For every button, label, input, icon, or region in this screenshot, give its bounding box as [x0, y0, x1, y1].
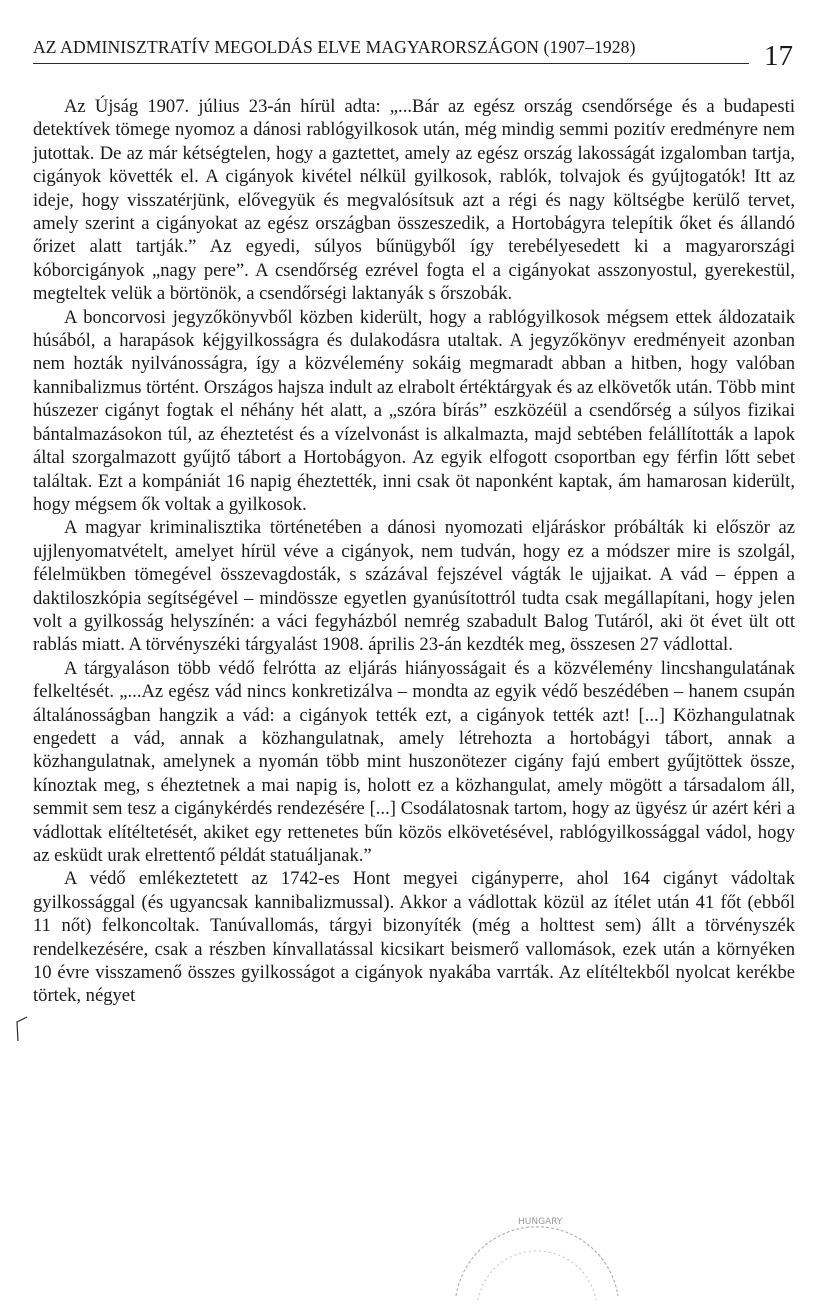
stamp-text: HUNGARY — [518, 1217, 563, 1227]
paragraph-5: A védő emlékeztetett az 1742-es Hont megyei cigányperre, ahol 164 cigányt vádoltak gyilkossággal (és ugyancsak kannibalizmussal). Akkor a vádlottak közül az ítélet után 41 főt (ebből 11 nőt) felkoncoltak. Tanúvallomás, tárgyi bizonyíték (még a holttest sem) állt a törvényszék rendelkezésére, csak a részben kínvallatással kicsikart beismerő vallomások, ezek után a környéken 10 évre visszamenő összes gyilkosságot a cigányok nyakába varrták. Az elítéltekből nyolcat kerékbe törtek, négyet — [33, 868, 795, 1007]
header-rule — [33, 63, 749, 64]
paragraph-3: A magyar kriminalisztika történetében a dánosi nyomozati eljáráskor próbálták ki először az ujjlenyomatvételt, amelyet hírül véve a cigányok, nem tudván, hogy ez a módszer mire is szolgál, félelmükben tömegével összevagdosták, s százával fejszével vágták le ujjaikat. A vád – éppen a daktiloszkópia segítségével – mindössze egyetlen gyanúsítottról tudta csak megállapítani, hogy jelen volt a gyilkosság helyszínén: a váci fegyházból nemrég szabadult Balog Tutáról, aki öt évet ült ott rablás miatt. A törvényszéki tárgyalást 1908. április 23-án kezdték meg, összesen 27 vádlottal. — [33, 517, 795, 656]
page-number: 17 — [764, 40, 793, 72]
margin-bracket-mark — [13, 1014, 29, 1042]
paragraph-1: Az Újság 1907. július 23-án hírül adta: „...Bár az egész ország csendőrsége és a budapesti detektívek tömege nyomoz a dánosi rablógyilkosok után, még mindig semmi pozitív eredményre nem jutottak. De az már kétségtelen, hogy a gaztettet, amely az egész ország lakosságát izgalomban tartja, cigányok követték el. A cigányok kivétel nélkül gyilkosok, rablók, tolvajok és gyújtogatók! Itt az ideje, hogy visszatérjünk, elővegyük és megvalósítsuk azt a régi és nagy költségbe kerülő tervet, amely szerint a cigányokat az egész országban összeszedik, a Hortobágyra telepítik őket és állandó őrizet alatt tartják.” Az egyedi, súlyos bűnügyből így terebélyesedett ki a magyarországi kóborcigányok „nagy pere”. A csendőrség ezrével fogta el a cigányokat asszonyostul, gyerekestül, megteltek velük a börtönök, a csendőrségi laktanyák s őrszobák. — [33, 96, 795, 305]
running-header-title: AZ ADMINISZTRATÍV MEGOLDÁS ELVE MAGYARORSZÁGON (1907–1928) — [33, 37, 636, 57]
library-stamp — [448, 1186, 626, 1304]
paragraph-2: A boncorvosi jegyzőkönyvből közben kiderült, hogy a rablógyilkosok mégsem ettek áldozataik húsából, a harapások kéjgyilkosságra és dulakodásra utaltak. A jegyzőkönyv eredményeit azonban nem hozták nyilvánosságra, így a közvélemény sokáig megmaradt abban a hitben, hogy valóban kannibalizmus történt. Országos hajsza indult az elrabolt értéktárgyak és az elkövetők után. Több mint húszezer cigányt fogtak el néhány hét alatt, a „szóra bírás” eszközéül a csendőrség a súlyos fizikai bántalmazásokon túl, az éheztetést és a vízelvonást is alkalmazta, majd sebtében felállították a lapok által szorgalmazott gyűjtő tábort a Hortobágyon. Az egyik elfogott csoportban egy férfin lőtt sebet találtak. Ezt a kompániát 16 napig éheztették, inni csak öt naponként kaptak, ám hamarosan kiderült, hogy mégsem ők voltak a gyilkosok. — [33, 306, 795, 515]
body-text — [33, 95, 795, 1008]
paragraph-4: A tárgyaláson több védő felrótta az eljárás hiányosságait és a közvélemény lincshangulatának felkeltését. „...Az egész vád nincs konkretizálva – mondta az egyik védő beszédében – hanem csupán általánosságban hangzik a vád: a cigányok tették ezt, a cigányok tették azt! [...] Közhangulatnak engedett a vád, annak a közhangulatnak, amely létrehozta a hortobágyi tábort, annak a közhangulatnak, amelynek a nyomán több mint huszonötezer cigány fajú embert gyűjtöttek össze, kínoztak meg, s éheztetnek a mai napig is, holott ez a közhangulat, amely mögött a társadalom áll, semmit sem tesz a cigánykérdés rendezésére [...] Csodálatosnak tartom, hogy az ügyész úr azért kéri a vádlottak elítéltetését, akiket egy rettenetes bűn közös elkövetésével, rablógyilkossággal vádol, hogy az esküdt urak elrettentő példát statuáljanak.” — [33, 657, 795, 866]
